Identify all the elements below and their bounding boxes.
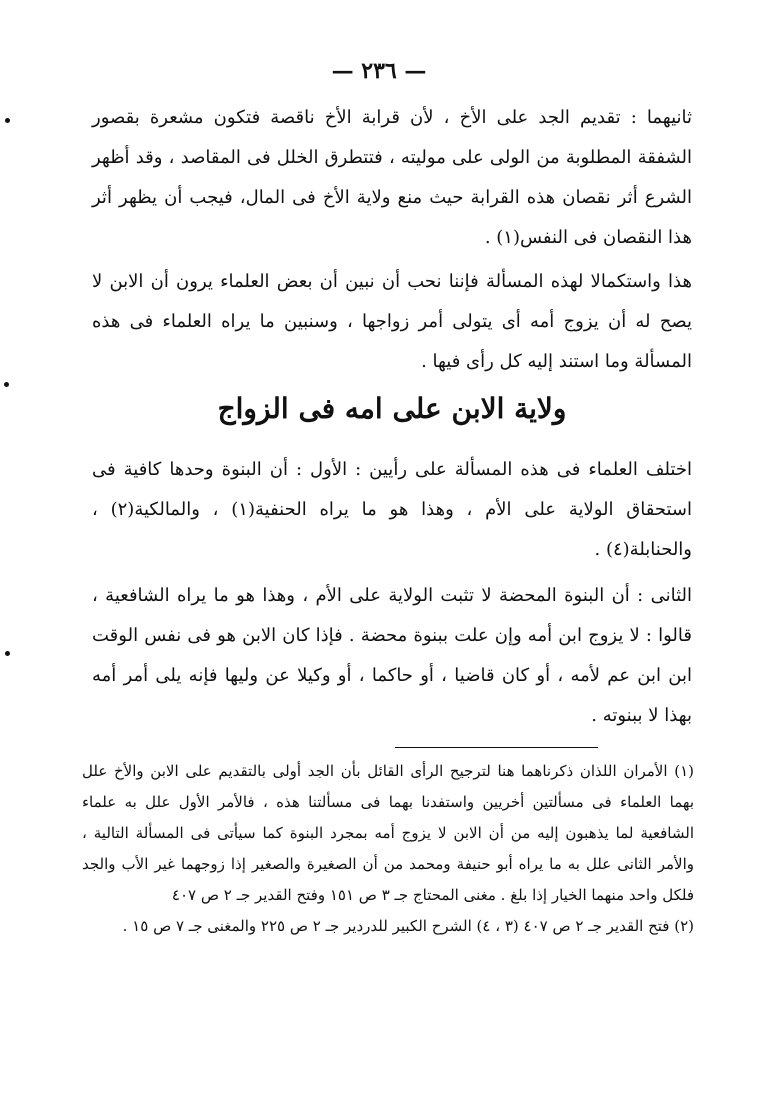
paragraph-4 (92, 576, 692, 736)
paragraph-4-text: الثانى : أن البنوة المحضة لا تثبت الولاية على الأم ، وهذا هو ما يراه الشافعية ، قالوا : لا يزوج ابن أمه وإن علت ببنوة محضة . فإذا كان الابن هو فى نفس الوقت ابن ابن عم لأمه ، أو كان قاضيا ، أو حاكما ، أو وكيلا عن وليها فإنه يلى أمر أمه بهذا لا ببنوته . (92, 585, 692, 726)
section-heading: ولاية الابن على امه فى الزواج (217, 392, 567, 425)
page-number: — ٢٣٦ — (331, 58, 427, 84)
margin-dot-mark (5, 651, 10, 656)
paragraph-3 (92, 450, 692, 570)
paragraph-2-text: هذا واستكمالا لهذه المسألة فإننا نحب أن نبين أن بعض العلماء يرون أن الابن لا يصح له أن يزوج أمه أى يتولى أمر زواجها ، وسنبين ما يراه العلماء فى هذه المسألة وما استند إليه كل رأى فيها . (92, 271, 692, 372)
paragraph-1 (92, 98, 692, 258)
paragraph-3-text: اختلف العلماء فى هذه المسألة على رأيين : الأول : أن البنوة وحدها كافية فى استحقاق الولاية على الأم ، وهذا هو ما يراه الحنفية(١) ، والمالكية(٢) ، والحنابلة(٤) . (92, 459, 692, 560)
footnote-separator (395, 747, 598, 748)
paragraph-2 (92, 262, 692, 382)
margin-dot-mark (5, 118, 10, 123)
footnote-1: (١) الأمران اللذان ذكرناهما هنا لترجيح الرأى القائل بأن الجد أولى بالتقديم على الابن والأخ علل بهما العلماء فى مسألتين أخريين واستفدنا بهما فى مسألتنا هذه ، فالأمر الأول علل به علماء الشافعية لما يذهبون إليه من أن الابن لا يزوج أمه بمجرد البنوة كما سيأتى فى المسألة التالية ، والأمر الثانى علل به ما يراه أبو حنيفة ومحمد من أن الصغيرة والصغير إذا زوجهما غير الأب والجد فلكل واحد منهما الخيار إذا بلغ . مغنى المحتاج جـ ٣ ص ١٥١ وفتح القدير جـ ٢ ص ٤٠٧ (82, 762, 694, 904)
paragraph-1-text: ثانيهما : تقديم الجد على الأخ ، لأن قرابة الأخ ناقصة فتكون مشعرة بقصور الشفقة المطلوبة من الولى على موليته ، فتتطرق الخلل فى المقاصد ، وقد أظهر الشرع أثر نقصان هذه القرابة حيث منع ولاية الأخ فى المال، فيجب أن يظهر أثر هذا النقصان فى النفس(١) . (92, 107, 692, 248)
footnotes (82, 756, 694, 942)
footnote-2: (٢) فتح القدير جـ ٢ ص ٤٠٧ (٣ ، ٤) الشرح الكبير للدردير جـ ٢ ص ٢٢٥ والمغنى جـ ٧ ص ١٥ . (122, 917, 694, 935)
margin-dot-mark (4, 382, 9, 387)
